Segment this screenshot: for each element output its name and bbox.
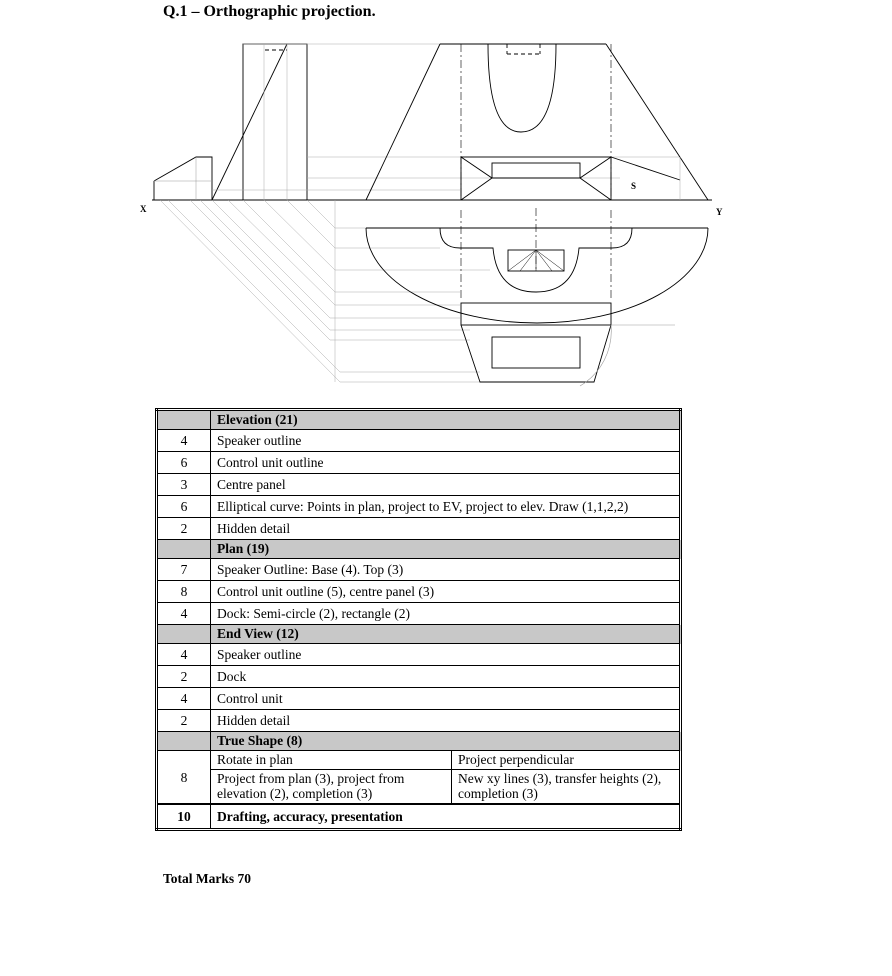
marks-cell: 6 (157, 452, 211, 474)
criteria-cell: Centre panel (211, 474, 681, 496)
table-row (157, 452, 681, 474)
table-row (157, 710, 681, 732)
section-marks-cell (157, 732, 211, 751)
section-elevation (157, 410, 681, 430)
criteria-cell: Speaker outline (211, 644, 681, 666)
marks-cell: 8 (157, 581, 211, 603)
marks-cell: 4 (157, 430, 211, 452)
front-elevation (366, 44, 708, 200)
orthographic-drawing (0, 0, 892, 400)
section-marks-cell (157, 540, 211, 559)
table-row (157, 603, 681, 625)
criteria-cell: New xy lines (3), transfer heights (2), completion (3) (452, 770, 681, 805)
marks-cell: 2 (157, 518, 211, 540)
criteria-cell: Speaker Outline: Base (4). Top (3) (211, 559, 681, 581)
table-row (157, 559, 681, 581)
section-heading: Elevation (21) (211, 410, 681, 430)
section-marks-cell (157, 625, 211, 644)
criteria-cell: Hidden detail (211, 518, 681, 540)
section-heading: Plan (19) (211, 540, 681, 559)
criteria-cell: Dock: Semi-circle (2), rectangle (2) (211, 603, 681, 625)
criteria-cell: Hidden detail (211, 710, 681, 732)
page-title: Q.1 – Orthographic projection. (163, 3, 376, 20)
y-label: Y (716, 207, 723, 217)
table-row (157, 581, 681, 603)
end-view (154, 44, 307, 200)
criteria-cell: Project perpendicular (452, 751, 681, 770)
table-row (157, 688, 681, 710)
table-row (157, 496, 681, 518)
projection-lines (160, 44, 680, 382)
table-row (157, 751, 681, 770)
marks-cell: 3 (157, 474, 211, 496)
marking-scheme-table (155, 408, 682, 831)
criteria-cell: Control unit (211, 688, 681, 710)
criteria-cell: Rotate in plan (211, 751, 452, 770)
criteria-cell: Drafting, accuracy, presentation (211, 804, 681, 830)
s-label: S (631, 181, 637, 191)
criteria-cell: Control unit outline (211, 452, 681, 474)
criteria-cell: Elliptical curve: Points in plan, project to EV, project to elev. Draw (1,1,2,2) (211, 496, 681, 518)
marks-cell: 4 (157, 644, 211, 666)
marks-cell: 6 (157, 496, 211, 518)
table-row-drafting (157, 804, 681, 830)
table-row (157, 474, 681, 496)
x-label: X (140, 204, 147, 214)
table-row (157, 518, 681, 540)
marks-cell: 4 (157, 688, 211, 710)
marks-cell: 7 (157, 559, 211, 581)
criteria-cell: Speaker outline (211, 430, 681, 452)
marks-cell: 8 (157, 751, 211, 805)
plan-view (366, 228, 708, 386)
table-row (157, 430, 681, 452)
section-true-shape (157, 732, 681, 751)
criteria-cell: Control unit outline (5), centre panel (3) (211, 581, 681, 603)
table-row (157, 770, 681, 805)
marks-cell: 2 (157, 666, 211, 688)
criteria-cell: Project from plan (3), project from elevation (2), completion (3) (211, 770, 452, 805)
section-end-view (157, 625, 681, 644)
marks-cell: 4 (157, 603, 211, 625)
table-row (157, 666, 681, 688)
marks-cell: 10 (157, 804, 211, 830)
table-row (157, 644, 681, 666)
section-heading: End View (12) (211, 625, 681, 644)
section-heading: True Shape (8) (211, 732, 681, 751)
marks-cell: 2 (157, 710, 211, 732)
total-marks: Total Marks 70 (163, 871, 252, 886)
section-plan (157, 540, 681, 559)
criteria-cell: Dock (211, 666, 681, 688)
section-marks-cell (157, 410, 211, 430)
